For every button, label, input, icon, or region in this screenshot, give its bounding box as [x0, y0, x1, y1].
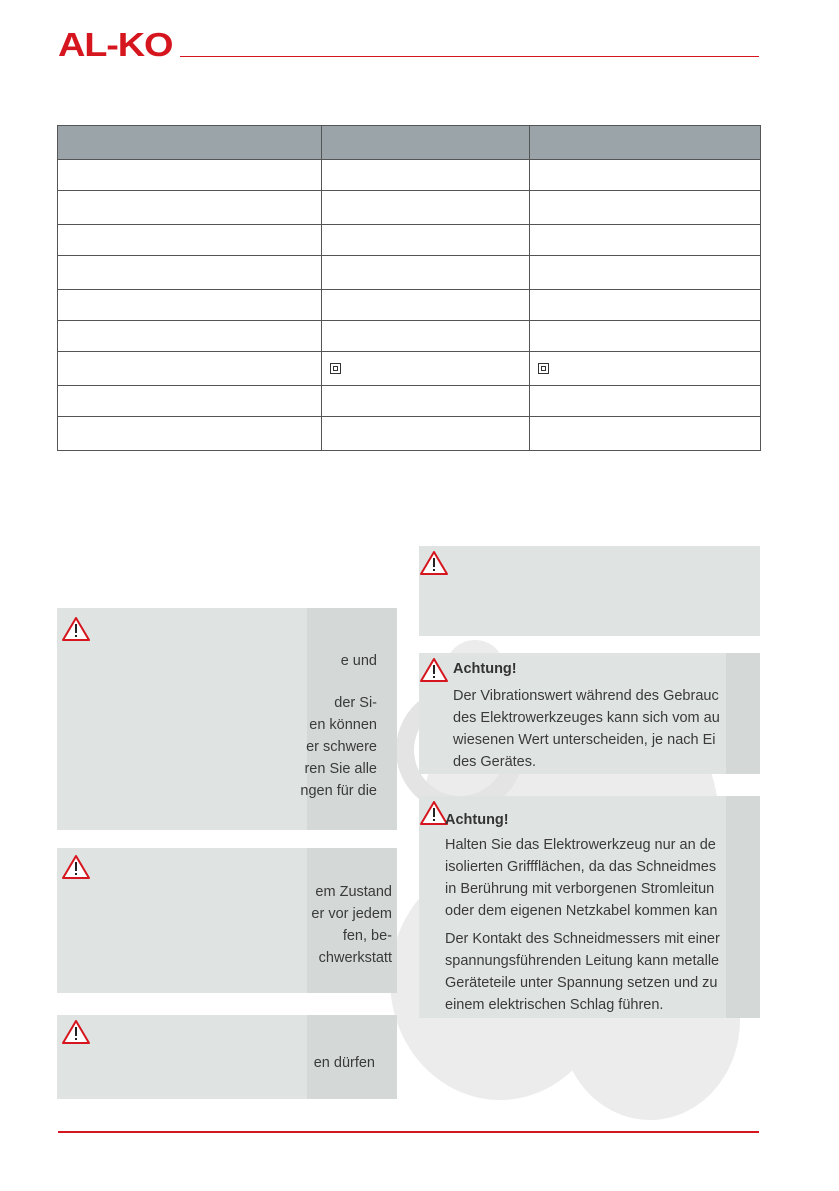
table-row	[58, 386, 761, 417]
text-line: des Gerätes.	[453, 754, 537, 770]
warning-text	[252, 881, 392, 969]
table-cell	[322, 352, 530, 386]
box-strip	[726, 796, 760, 1018]
class-ii-protection-icon	[538, 363, 549, 374]
text-line: fen, be-	[342, 928, 392, 944]
text-line: ren Sie alle	[304, 761, 377, 777]
text-line: des Elektrowerkzeuges kann sich vom au	[453, 710, 720, 726]
header-cell	[58, 126, 322, 160]
table-cell	[58, 160, 322, 191]
table-row	[58, 290, 761, 321]
box-strip	[726, 653, 760, 774]
table-row	[58, 352, 761, 386]
warning-triangle-icon	[61, 854, 91, 880]
text-line: isolierten Griffflächen, da das Schneidmes	[445, 859, 717, 875]
warning-text	[453, 685, 725, 773]
spec-table-header	[58, 126, 761, 160]
warning-triangle-icon	[419, 657, 449, 683]
warning-box-left-3	[57, 1015, 397, 1099]
table-cell	[58, 290, 322, 321]
warning-text	[247, 650, 377, 802]
table-cell	[530, 160, 761, 191]
text-line: Der Kontakt des Schneidmessers mit einer	[445, 931, 720, 947]
table-row	[58, 256, 761, 290]
table-cell	[530, 386, 761, 417]
table-cell	[322, 191, 530, 225]
warning-text	[445, 834, 726, 1016]
warning-triangle-icon	[61, 1019, 91, 1045]
text-line: en dürfen	[313, 1055, 375, 1071]
text-line: ngen für die	[300, 783, 377, 799]
table-cell	[322, 386, 530, 417]
brand-logo: AL-KO	[58, 26, 173, 63]
table-cell	[58, 417, 322, 451]
table-row	[58, 225, 761, 256]
table-cell	[322, 417, 530, 451]
header-rule	[180, 56, 759, 57]
table-row	[58, 160, 761, 191]
table-cell	[322, 290, 530, 321]
table-cell	[58, 225, 322, 256]
text-line: Der Vibrationswert während des Gebrauc	[453, 688, 719, 704]
text-line: en können	[309, 717, 377, 733]
text-line: spannungsführenden Leitung kann metalle	[445, 953, 720, 969]
text-line: er vor jedem	[311, 906, 392, 922]
table-row	[58, 417, 761, 451]
class-ii-protection-icon	[330, 363, 341, 374]
warning-box-right-3	[419, 796, 760, 1018]
table-cell	[322, 321, 530, 352]
table-cell	[322, 160, 530, 191]
text-line: in Berührung mit verborgenen Stromleitun	[445, 881, 715, 897]
text-line	[247, 672, 377, 692]
warning-triangle-icon	[419, 550, 449, 576]
text-line: em Zustand	[315, 884, 392, 900]
warning-box-left-1	[57, 608, 397, 830]
text-line: e und	[340, 653, 377, 669]
table-cell	[530, 225, 761, 256]
table-cell	[530, 417, 761, 451]
text-line: der Si-	[334, 695, 377, 711]
text-line: Geräteteile unter Spannung setzen und zu	[445, 975, 718, 991]
warning-text	[255, 1052, 375, 1074]
table-cell	[322, 256, 530, 290]
table-cell	[530, 290, 761, 321]
text-line: er schwere	[306, 739, 377, 755]
table-cell	[530, 191, 761, 225]
spec-table	[57, 125, 761, 451]
table-cell	[58, 321, 322, 352]
text-line: Halten Sie das Elektrowerkzeug nur an de	[445, 837, 716, 853]
table-row	[58, 191, 761, 225]
table-row	[58, 321, 761, 352]
text-line: einem elektrischen Schlag führen.	[445, 997, 664, 1013]
warning-title: Achtung!	[453, 661, 517, 677]
text-line: chwerkstatt	[318, 950, 392, 966]
warning-box-left-2	[57, 848, 397, 993]
header-cell	[530, 126, 761, 160]
warning-title: Achtung!	[445, 812, 509, 828]
table-cell	[58, 191, 322, 225]
footer-rule	[58, 1131, 759, 1133]
warning-box-right-1	[419, 546, 760, 636]
warning-triangle-icon	[61, 616, 91, 642]
table-cell	[58, 256, 322, 290]
table-cell	[530, 352, 761, 386]
header-cell	[322, 126, 530, 160]
text-line: oder dem eigenen Netzkabel kommen kan	[445, 903, 718, 919]
table-cell	[58, 352, 322, 386]
warning-box-right-2	[419, 653, 760, 774]
text-line: wiesenen Wert unterscheiden, je nach Ei	[453, 732, 716, 748]
table-cell	[322, 225, 530, 256]
table-cell	[530, 321, 761, 352]
table-cell	[530, 256, 761, 290]
table-cell	[58, 386, 322, 417]
